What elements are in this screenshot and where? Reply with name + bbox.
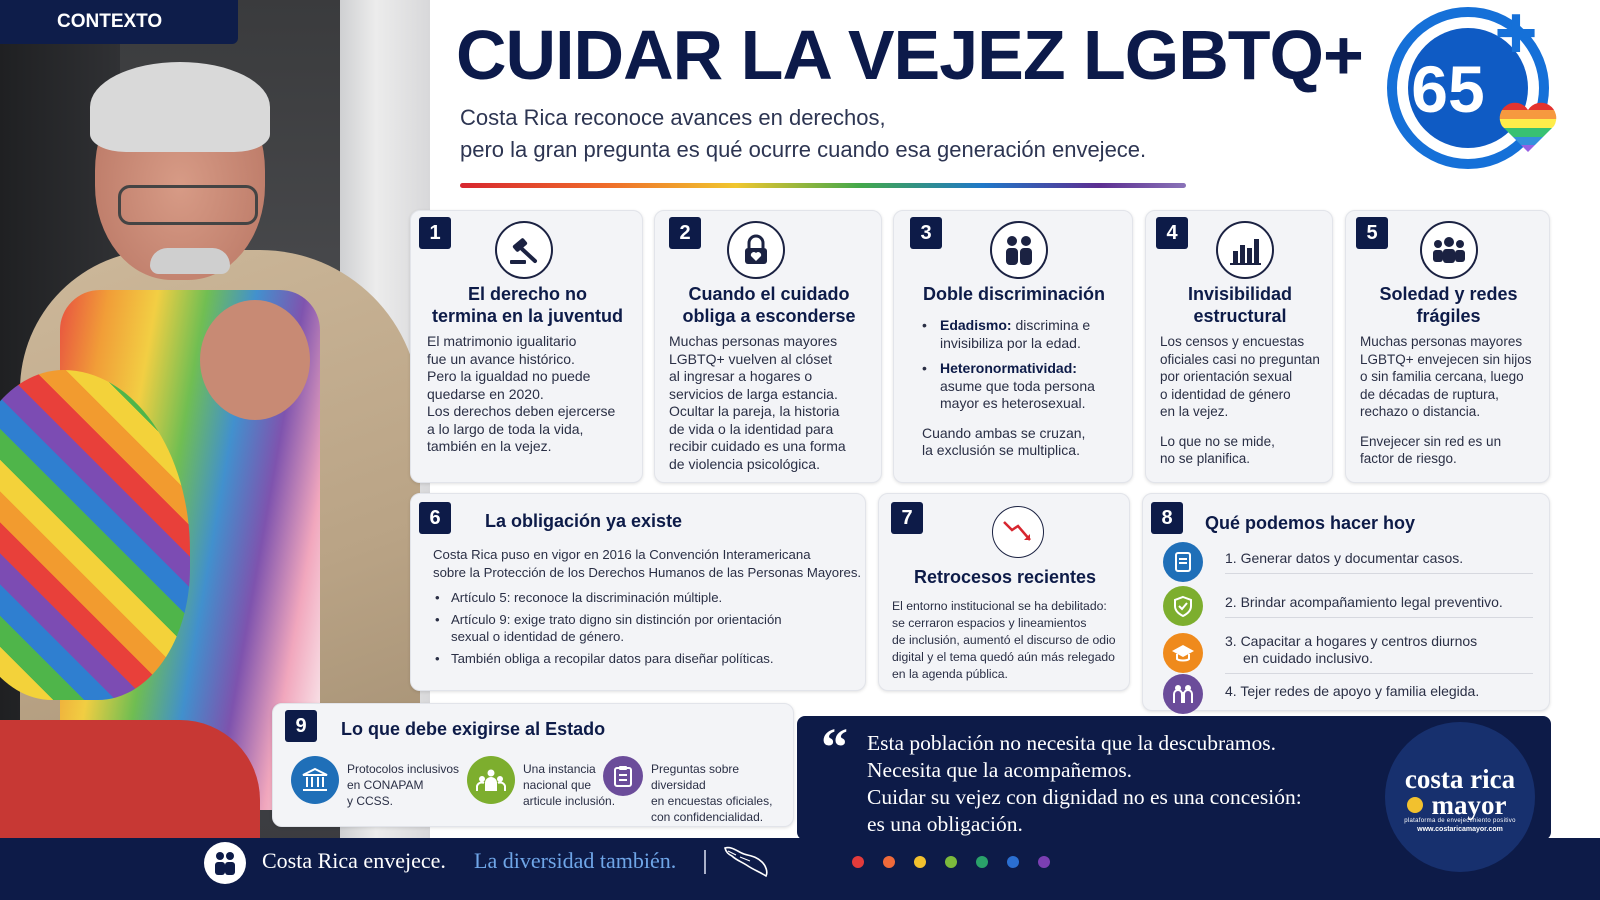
quote-line: Esta población no necesita que la descubramos. — [867, 731, 1276, 755]
color-dot — [945, 856, 957, 868]
todo-item — [1163, 584, 1533, 628]
footer-text-1: Costa Rica envejece. — [262, 848, 446, 873]
requirement-item — [291, 756, 459, 809]
card-text-line: Los derechos deben ejercerse — [427, 403, 616, 419]
card-text — [1360, 333, 1531, 468]
section-number: 9 — [285, 710, 317, 742]
card-text — [427, 333, 615, 456]
card-number: 4 — [1156, 217, 1188, 249]
todo-item — [1163, 628, 1533, 678]
card-number: 5 — [1356, 217, 1388, 249]
card-text-line: LGBTQ+ envejecen sin hijos — [1360, 351, 1532, 367]
section-title: Lo que debe exigirse al Estado — [341, 719, 606, 739]
card-text-line: de décadas de ruptura, — [1360, 386, 1499, 402]
card-text — [922, 317, 1127, 460]
card-title-line: Cuando el cuidado — [688, 284, 850, 304]
footer-bar — [0, 838, 1600, 900]
logo-65-text: 65 — [1411, 52, 1485, 126]
section-text — [892, 598, 1116, 683]
bullet-text: invisibiliza por la edad. — [940, 334, 1081, 351]
trend-down-icon — [992, 506, 1044, 558]
card-text-line: Los censos y encuestas — [1160, 334, 1305, 349]
quote-mark: “ — [821, 717, 848, 777]
photo-red-shirt — [0, 720, 260, 850]
color-dots — [852, 856, 1050, 868]
requirement-text: Preguntas sobre diversidad en encuestas oficiales, con confidencialidad. — [651, 762, 773, 824]
requirement-item — [467, 756, 615, 809]
section-9 — [272, 703, 794, 827]
quote-line: Necesita que la acompañemos. — [867, 758, 1133, 782]
card-number: 3 — [910, 217, 942, 249]
card-text-line: servicios de larga estancia. — [669, 385, 838, 402]
quote-line: es una obligación. — [867, 812, 1023, 836]
card-4 — [1145, 210, 1333, 483]
card-text-line: de vida o la identidad para — [669, 420, 834, 437]
color-dot — [976, 856, 988, 868]
card-title — [1346, 283, 1551, 327]
page-subtitle — [460, 102, 1360, 166]
card-title — [411, 283, 644, 327]
card-text-line: de violencia psicológica. — [669, 455, 820, 472]
color-dot — [1038, 856, 1050, 868]
bullet-text: mayor es heterosexual. — [940, 395, 1086, 411]
logo-65-icon — [1380, 0, 1570, 175]
bullet-label: Heteronormatividad: — [940, 360, 1077, 376]
card-text-line: quedarse en 2020. — [427, 385, 544, 402]
photo-glasses — [118, 185, 258, 225]
group-icon — [1420, 221, 1478, 279]
card-title-line: frágiles — [1416, 306, 1481, 326]
card-5 — [1345, 210, 1550, 483]
section-number: 8 — [1151, 502, 1183, 534]
section-title: Qué podemos hacer hoy — [1205, 513, 1416, 533]
card-text-line: rechazo o distancia. — [1360, 404, 1481, 419]
bullet-item: • Artículo 9: exige trato digno sin distinción por orientación sexual o identidad de género. — [435, 611, 782, 644]
section-intro: sobre la Protección de los Derechos Humanos de las Personas Mayores. — [433, 564, 862, 580]
card-text-line: Lo que no se mide, — [1160, 433, 1275, 449]
card-title-line: obliga a esconderse — [682, 306, 856, 326]
card-title-line: Invisibilidad — [1187, 284, 1293, 304]
brand-line-1: costa rica — [1404, 764, 1516, 794]
footer-separator — [704, 850, 706, 874]
photo-moustache — [150, 248, 230, 274]
card-text-line: en la vejez. — [1160, 404, 1229, 419]
section-title: La obligación ya existe — [485, 511, 683, 531]
document-icon — [1163, 542, 1203, 582]
graduation-cap-icon — [1163, 633, 1203, 673]
bullet-item: • Artículo 5: reconoce la discriminación múltiple. — [435, 590, 723, 605]
shield-icon — [1163, 586, 1203, 626]
card-text-line: a lo largo de toda la vida, — [427, 420, 584, 437]
subtitle-line-1: Costa Rica reconoce avances en derechos, — [460, 105, 886, 130]
bullet-edadismo: • Edadismo: discrimina e invisibiliza por la edad. — [922, 317, 1127, 352]
requirement-text: Una instancia nacional que articule inclusión. — [523, 762, 616, 808]
card-closing — [922, 425, 1127, 460]
card-3 — [893, 210, 1133, 483]
color-dot — [883, 856, 895, 868]
card-number: 2 — [669, 217, 701, 249]
logo-plus-text: + — [1494, 0, 1538, 74]
quote-text — [867, 730, 1302, 838]
requirement-item — [603, 756, 793, 825]
card-title: Doble discriminación — [922, 284, 1106, 304]
card-title-line: termina en la juventud — [431, 306, 624, 326]
section-text-line: de inclusión, aumentó el discurso de odio — [892, 633, 1116, 647]
bullet-heteronormatividad: • Heteronormatividad: asume que toda persona mayor es heterosexual. — [922, 360, 1127, 413]
card-text-line: Envejecer sin red es un — [1360, 433, 1502, 449]
card-text-line: Muchas personas mayores — [1360, 334, 1523, 349]
card-closing — [1360, 433, 1531, 468]
footer-text-2: La diversidad también. — [474, 848, 677, 873]
card-text — [669, 333, 846, 473]
card-number: 1 — [419, 217, 451, 249]
card-text-line: o sin familia cercana, luego — [1360, 369, 1524, 384]
card-1 — [410, 210, 643, 483]
card-text-line: no se planifica. — [1160, 451, 1251, 466]
section-text-line: se cerraron espacios y lineamientos — [892, 616, 1087, 630]
section-text-line: en la agenda pública. — [892, 667, 1008, 681]
page-title: CUIDAR LA VEJEZ LGBTQ+ — [456, 16, 1363, 94]
bullet-label: Edadismo: — [940, 317, 1012, 333]
color-dot — [914, 856, 926, 868]
rainbow-divider — [460, 183, 1186, 188]
color-dot — [852, 856, 864, 868]
section-7 — [878, 493, 1130, 691]
card-closing — [1160, 433, 1320, 468]
brand-logo — [1385, 722, 1535, 872]
photo-hand — [200, 300, 310, 420]
todo-text: 2. Brindar acompañamiento legal preventivo. — [1225, 594, 1533, 618]
card-text-line: Cuando ambas se cruzan, — [922, 424, 1086, 441]
context-tag: CONTEXTO — [0, 0, 238, 44]
brand-line-2: mayor — [1431, 790, 1507, 820]
card-title-line: estructural — [1193, 306, 1287, 326]
card-text-line: por orientación sexual — [1160, 369, 1293, 384]
todo-text: 4. Tejer redes de apoyo y familia elegida. — [1225, 682, 1480, 699]
section-number: 7 — [891, 502, 923, 534]
section-text — [433, 546, 861, 667]
card-text-line: recibir cuidado es una forma — [669, 438, 846, 454]
bullet-item: • También obliga a recopilar datos para diseñar políticas. — [435, 650, 774, 666]
card-text-line: oficiales casi no preguntan — [1160, 351, 1320, 367]
card-text — [1160, 333, 1320, 468]
card-text-line: Ocultar la pareja, la historia — [669, 403, 840, 419]
card-text-line: Pero la igualdad no puede — [427, 368, 591, 384]
lock-heart-icon — [727, 221, 785, 279]
clipboard-icon — [603, 756, 643, 796]
card-text-line: también en la vejez. — [427, 438, 552, 454]
card-text-line: factor de riesgo. — [1360, 451, 1457, 466]
section-text-line: digital y el tema quedó aún más relegado — [892, 650, 1115, 664]
todo-item — [1163, 540, 1533, 584]
bullet-text: discrimina e — [1011, 317, 1091, 333]
brand-name — [1385, 766, 1535, 818]
brand-dot — [1407, 797, 1423, 813]
section-8 — [1142, 493, 1550, 711]
color-dot — [1007, 856, 1019, 868]
card-text-line: o identidad de género — [1160, 386, 1291, 402]
people-icon — [204, 842, 246, 884]
card-title-line: Soledad y redes — [1379, 284, 1518, 304]
gavel-icon — [495, 221, 553, 279]
card-text-line: LGBTQ+ vuelven al clóset — [669, 350, 833, 367]
card-text-line: Muchas personas mayores — [669, 333, 838, 349]
card-text-line: la exclusión se multiplica. — [922, 442, 1080, 458]
rainbow-heart-icon — [1498, 100, 1558, 155]
costa-rica-map-icon — [722, 842, 770, 885]
couple-icon — [990, 221, 1048, 279]
card-text-line: al ingresar a hogares o — [669, 368, 813, 384]
todo-text: 1. Generar datos y documentar casos. — [1225, 550, 1533, 574]
card-text-line: El matrimonio igualitario — [427, 333, 577, 349]
section-title: Retrocesos recientes — [913, 567, 1097, 587]
card-2 — [654, 210, 882, 483]
subtitle-line-2: pero la gran pregunta es qué ocurre cuando esa generación envejece. — [460, 137, 1147, 162]
requirement-text: Protocolos inclusivos en CONAPAM y CCSS. — [347, 762, 460, 808]
family-icon — [1163, 674, 1203, 714]
card-title — [1146, 283, 1334, 327]
photo-hair — [90, 62, 270, 152]
card-title — [655, 283, 883, 327]
bullet-text: asume que toda persona — [940, 377, 1095, 394]
section-intro: Costa Rica puso en vigor en 2016 la Convención Interamericana — [433, 547, 811, 562]
section-number: 6 — [419, 502, 451, 534]
section-6 — [410, 493, 866, 691]
section-text-line: El entorno institucional se ha debilitado: — [892, 599, 1107, 613]
todo-item — [1163, 672, 1533, 716]
card-title-line: El derecho no — [467, 284, 588, 304]
institution-icon — [291, 756, 339, 804]
card-text-line: fue un avance histórico. — [427, 350, 575, 367]
bar-chart-icon — [1216, 221, 1274, 279]
quote-line: Cuidar su vejez con dignidad no es una concesión: — [867, 785, 1302, 809]
brand-tagline: plataforma de envejecimiento positivo — [1404, 818, 1516, 824]
todo-text: 3. Capacitar a hogares y centros diurnos en cuidado inclusivo. — [1225, 633, 1533, 674]
brand-url: www.costaricamayor.com — [1417, 826, 1503, 833]
logo-65-plus — [1380, 0, 1570, 175]
people-network-icon — [467, 756, 515, 804]
